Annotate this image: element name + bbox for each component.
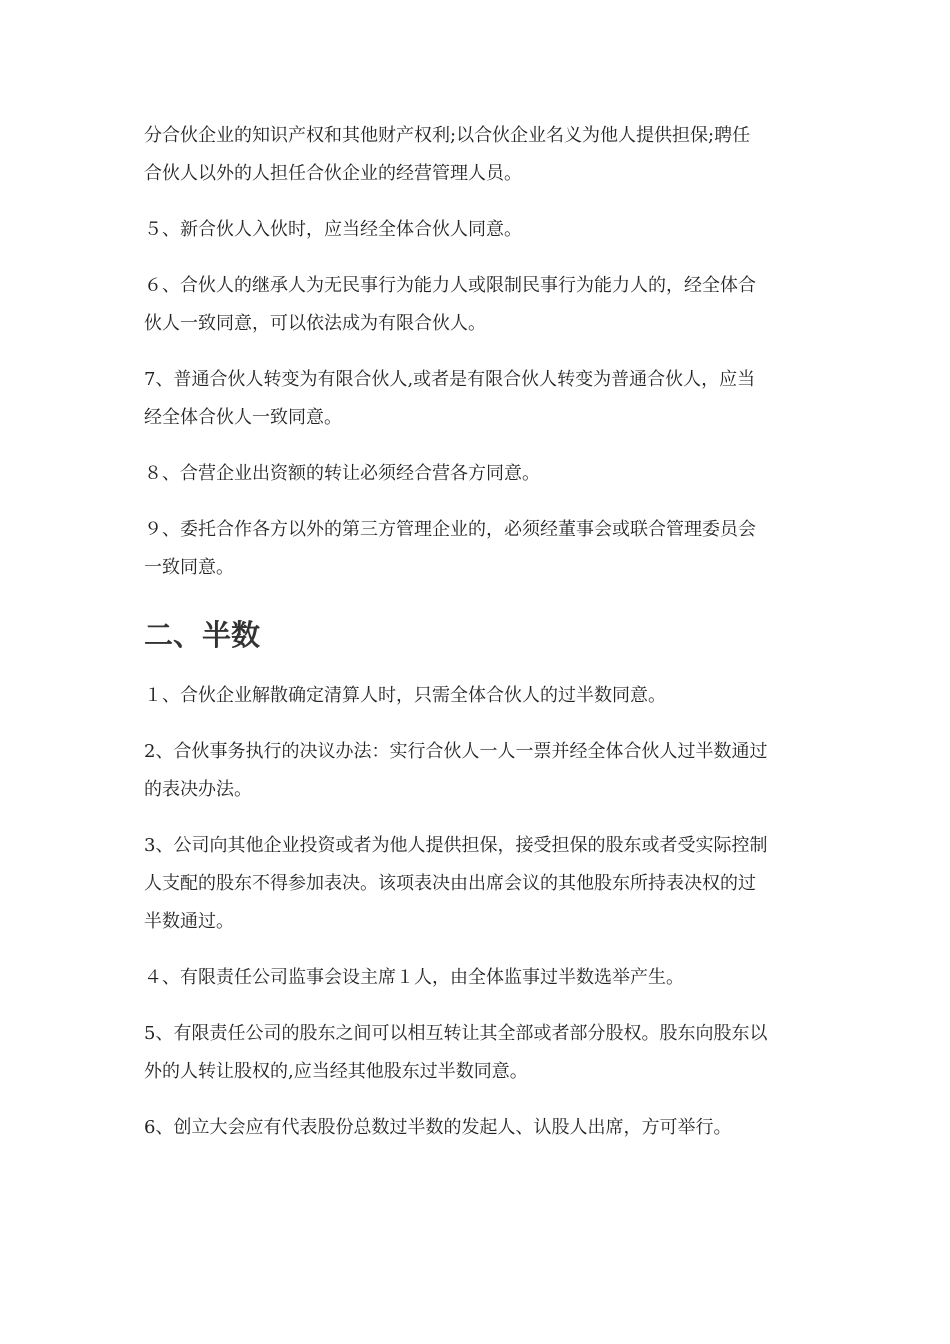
paragraph-item-8 [144,455,808,493]
paragraph-line: 伙人一致同意，可以依法成为有限合伙人。 [144,313,486,334]
paragraph-line: 外的人转让股权的,应当经其他股东过半数同意。 [144,1061,528,1082]
paragraph-item-5 [144,211,808,249]
paragraph-line: ４、有限责任公司监事会设主席１人，由全体监事过半数选举产生。 [144,967,684,988]
paragraph-line: 人支配的股东不得参加表决。该项表决由出席会议的其他股东所持表决权的过 [144,873,756,894]
paragraph-line: 合伙人以外的人担任合伙企业的经营管理人员。 [144,163,522,184]
paragraph-line: ８、合营企业出资额的转让必须经合营各方同意。 [144,463,540,484]
paragraph-item-6 [144,267,808,343]
paragraph-line: 3、公司向其他企业投资或者为他人提供担保，接受担保的股东或者受实际控制 [144,835,768,856]
paragraph-line: １、合伙企业解散确定清算人时，只需全体合伙人的过半数同意。 [144,685,666,706]
section-heading-half: 二、半数 [144,618,261,652]
document-page [144,117,808,1147]
paragraph-item-9 [144,511,808,587]
paragraph-partner-rights-continuation [144,117,808,193]
paragraph-half-item-1 [144,677,808,715]
paragraph-line: 5、有限责任公司的股东之间可以相互转让其全部或者部分股权。股东向股东以 [144,1023,768,1044]
paragraph-line: 一致同意。 [144,557,234,578]
paragraph-line: ６、合伙人的继承人为无民事行为能力人或限制民事行为能力人的，经全体合 [144,275,756,296]
paragraph-half-item-4 [144,959,808,997]
paragraph-half-item-6 [144,1109,808,1147]
paragraph-line: 的表决办法。 [144,779,252,800]
paragraph-line: ９、委托合作各方以外的第三方管理企业的，必须经董事会或联合管理委员会 [144,519,756,540]
paragraph-half-item-3 [144,827,808,941]
paragraph-line: 6、创立大会应有代表股份总数过半数的发起人、认股人出席，方可举行。 [144,1117,732,1138]
paragraph-half-item-2 [144,733,808,809]
paragraph-item-7 [144,361,808,437]
paragraph-line: 分合伙企业的知识产权和其他财产权利;以合伙企业名义为他人提供担保;聘任 [144,125,751,146]
paragraph-line: 7、普通合伙人转变为有限合伙人,或者是有限合伙人转变为普通合伙人，应当 [144,369,756,390]
paragraph-line: 经全体合伙人一致同意。 [144,407,342,428]
paragraph-line: 半数通过。 [144,911,234,932]
paragraph-half-item-5 [144,1015,808,1091]
paragraph-line: 2、合伙事务执行的决议办法：实行合伙人一人一票并经全体合伙人过半数通过 [144,741,768,762]
paragraph-line: ５、新合伙人入伙时，应当经全体合伙人同意。 [144,219,522,240]
